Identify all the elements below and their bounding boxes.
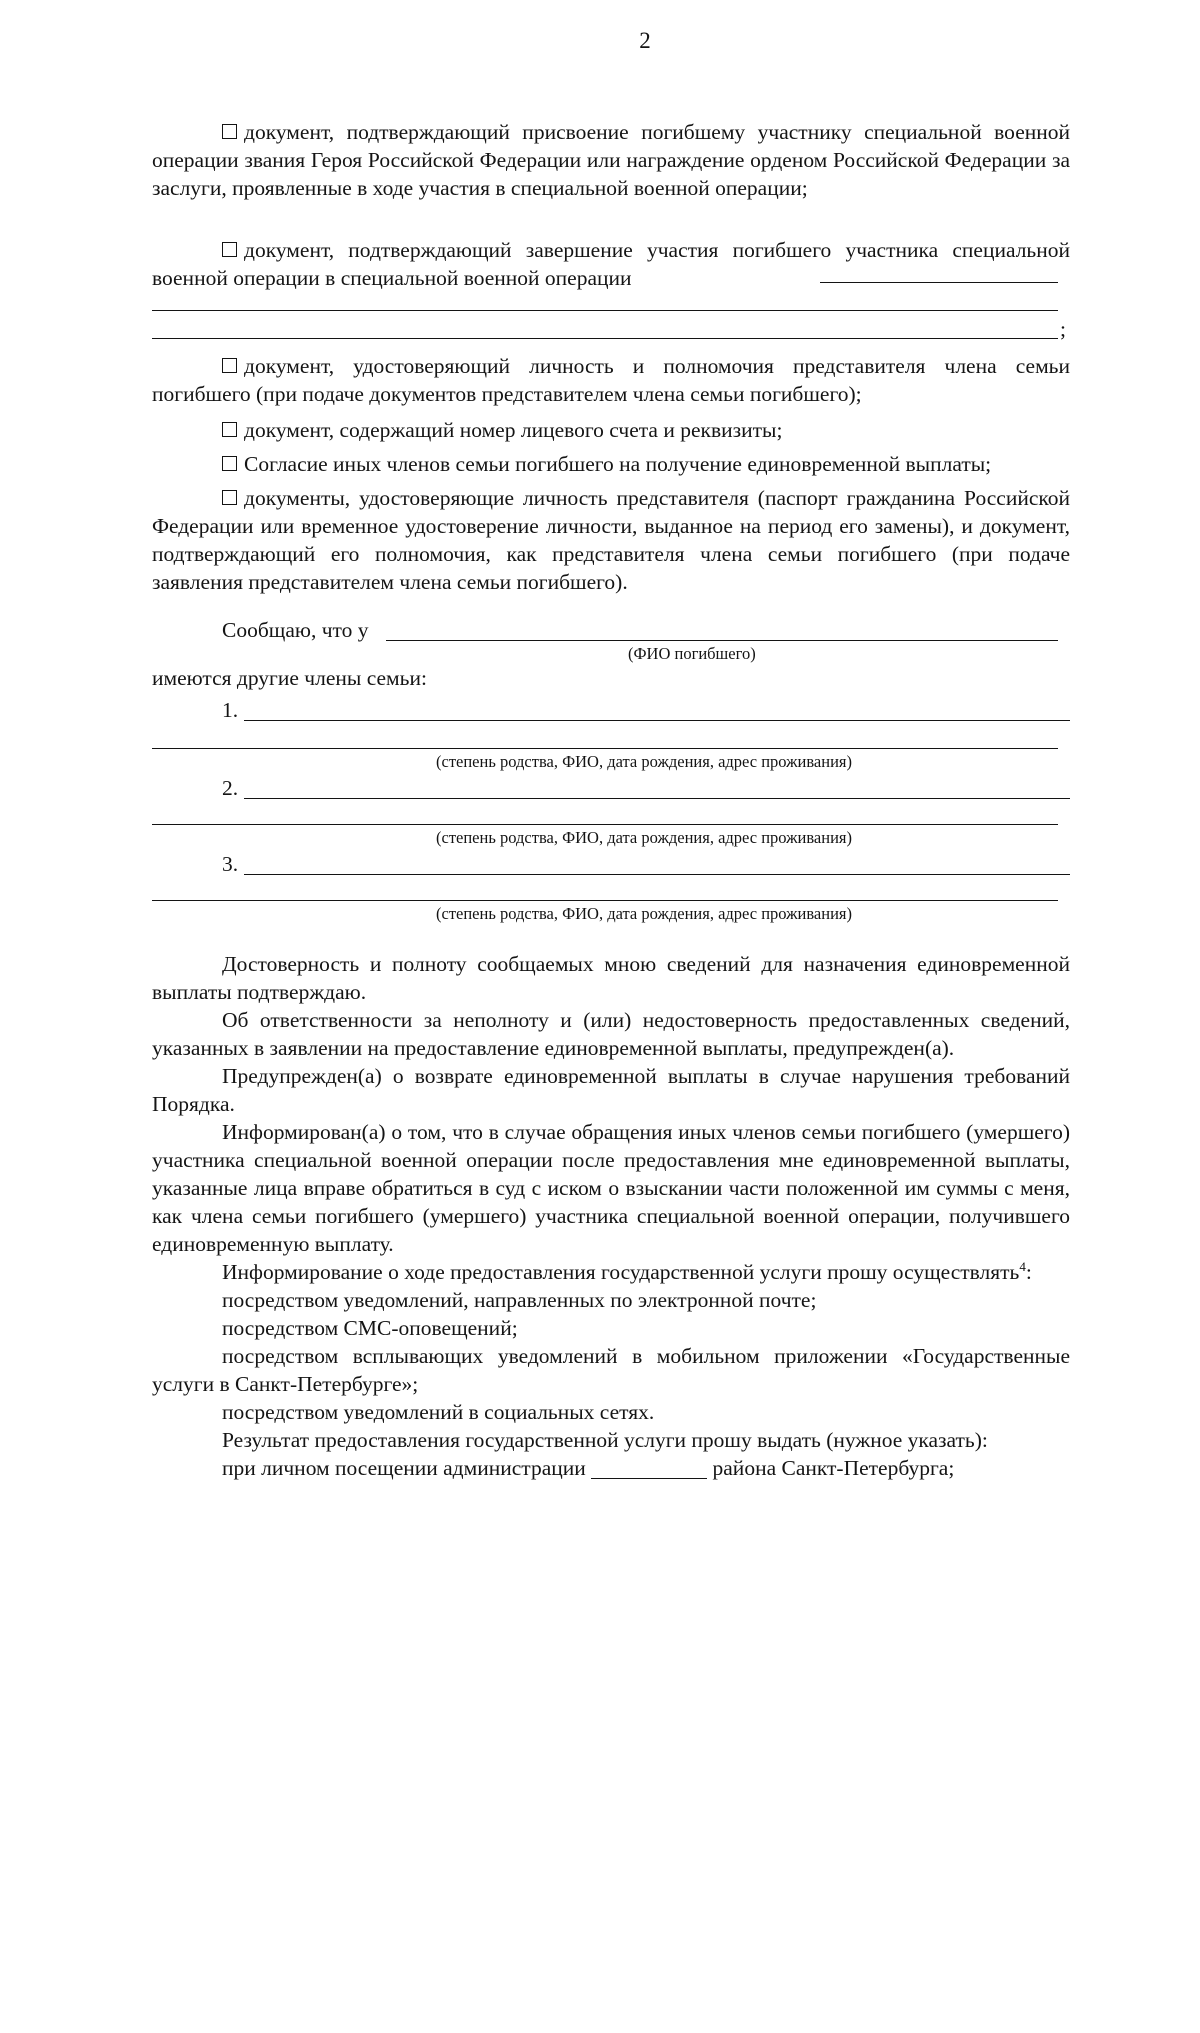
checkbox[interactable]: [222, 242, 237, 257]
option-mobile-app: посредством всплывающих уведомлений в мобильном приложении «Государственные услуги в Санкт-Петербурге»;: [152, 1344, 1070, 1396]
checkbox[interactable]: [222, 124, 237, 139]
doc-item-account-text: документ, содержащий номер лицевого счета и реквизиты;: [244, 418, 783, 442]
footnote-mark: 4: [1019, 1259, 1026, 1274]
deceased-fio-line[interactable]: [386, 640, 1058, 641]
statement-informed: Информирован(а) о том, что в случае обращения иных членов семьи погибшего (умершего) участника специальной военной операции после предоставления мне единовременной выплаты, указанные лица вправе обратиться в суд с иском о взыскании части положенной им суммы с меня, как члена семьи погибшего (умершего) участника специальной военной операции, получившего единовременную выплату.: [152, 1120, 1070, 1256]
member-num: 3.: [222, 852, 239, 876]
option-sms: посредством СМС-оповещений;: [222, 1316, 518, 1340]
blank-line[interactable]: [152, 310, 1058, 311]
member-num: 2.: [222, 776, 239, 800]
member-caption: (степень родства, ФИО, дата рождения, адрес проживания): [436, 752, 853, 771]
statement-notification-text: Информирование о ходе предоставления государственной услуги прошу осуществлять: [222, 1260, 1020, 1284]
doc-item-completion: [152, 236, 1070, 292]
member-caption: (степень родства, ФИО, дата рождения, адрес проживания): [436, 904, 853, 923]
doc-item-representative-text: документ, удостоверяющий личность и полномочия представителя члена семьи погибшего (при подаче документов представителем члена семьи погибшего);: [152, 354, 1070, 406]
others-label: имеются другие члены семьи:: [152, 666, 427, 690]
doc-item-consent-text: Согласие иных членов семьи погибшего на получение единовременной выплаты;: [244, 452, 992, 476]
statement-notification-end: :: [1025, 1260, 1032, 1284]
checkbox[interactable]: [222, 456, 237, 471]
doc-item-identity-text: документы, удостоверяющие личность представителя (паспорт гражданина Российской Федерации или временное удостоверение личности, выданное на период его замены), и документ, подтверждающий его полномочия, как представителя члена семьи погибшего (при подаче заявления представителем члена семьи погибшего).: [152, 486, 1070, 594]
statements: [152, 950, 1070, 1482]
doc-item-hero-text: документ, подтверждающий присвоение погибшему участнику специальной военной операции звания Героя Российской Федерации или награждение орденом Российской Федерации за заслуги, проявленные в ходе участия в специальной военной операции;: [152, 120, 1070, 200]
option-email: посредством уведомлений, направленных по электронной почте;: [222, 1288, 817, 1312]
member-line[interactable]: [152, 824, 1058, 825]
doc-item-identity: [152, 484, 1070, 596]
statement-responsibility: Об ответственности за неполноту и (или) недостоверность предоставленных сведений, указанных в заявлении на предоставление единовременной выплаты, предупрежден(а).: [152, 1008, 1070, 1060]
result-admin: [152, 1454, 1070, 1482]
checkbox[interactable]: [222, 422, 237, 437]
member-num: 1.: [222, 698, 239, 722]
checkbox[interactable]: [222, 490, 237, 505]
doc-item-consent: [152, 450, 1070, 478]
statement-return: Предупрежден(а) о возврате единовременной выплаты в случае нарушения требований Порядка.: [152, 1064, 1070, 1116]
doc-item-account: [152, 416, 1070, 444]
page-number: 2: [639, 28, 651, 53]
result-admin-prefix: при личном посещении администрации: [222, 1456, 586, 1480]
result-admin-suffix: района Санкт-Петербурга;: [712, 1456, 955, 1480]
checkbox[interactable]: [222, 358, 237, 373]
member-line[interactable]: [244, 798, 1070, 799]
deceased-fio-caption: (ФИО погибшего): [628, 644, 756, 663]
statement-accuracy: Достоверность и полноту сообщаемых мною сведений для назначения единовременной выплаты подтверждаю.: [152, 952, 1070, 1004]
district-blank[interactable]: [591, 1456, 707, 1479]
member-line[interactable]: [152, 748, 1058, 749]
doc-item-hero: [152, 118, 1070, 202]
line-terminator: ;: [1060, 317, 1066, 341]
doc-item-representative: [152, 352, 1070, 408]
blank-line[interactable]: [152, 338, 1058, 339]
family-intro: Сообщаю, что у: [222, 618, 369, 642]
result-intro: Результат предоставления государственной услуги прошу выдать (нужное указать):: [222, 1428, 988, 1452]
option-social: посредством уведомлений в социальных сетях.: [222, 1400, 655, 1424]
member-line[interactable]: [152, 900, 1058, 901]
member-caption: (степень родства, ФИО, дата рождения, адрес проживания): [436, 828, 853, 847]
blank-line[interactable]: [820, 282, 1058, 283]
member-line[interactable]: [244, 720, 1070, 721]
member-line[interactable]: [244, 874, 1070, 875]
statement-notification: [152, 1258, 1070, 1286]
doc-item-completion-text: документ, подтверждающий завершение участия погибшего участника специальной военной операции в специальной военной операции: [152, 238, 1070, 290]
